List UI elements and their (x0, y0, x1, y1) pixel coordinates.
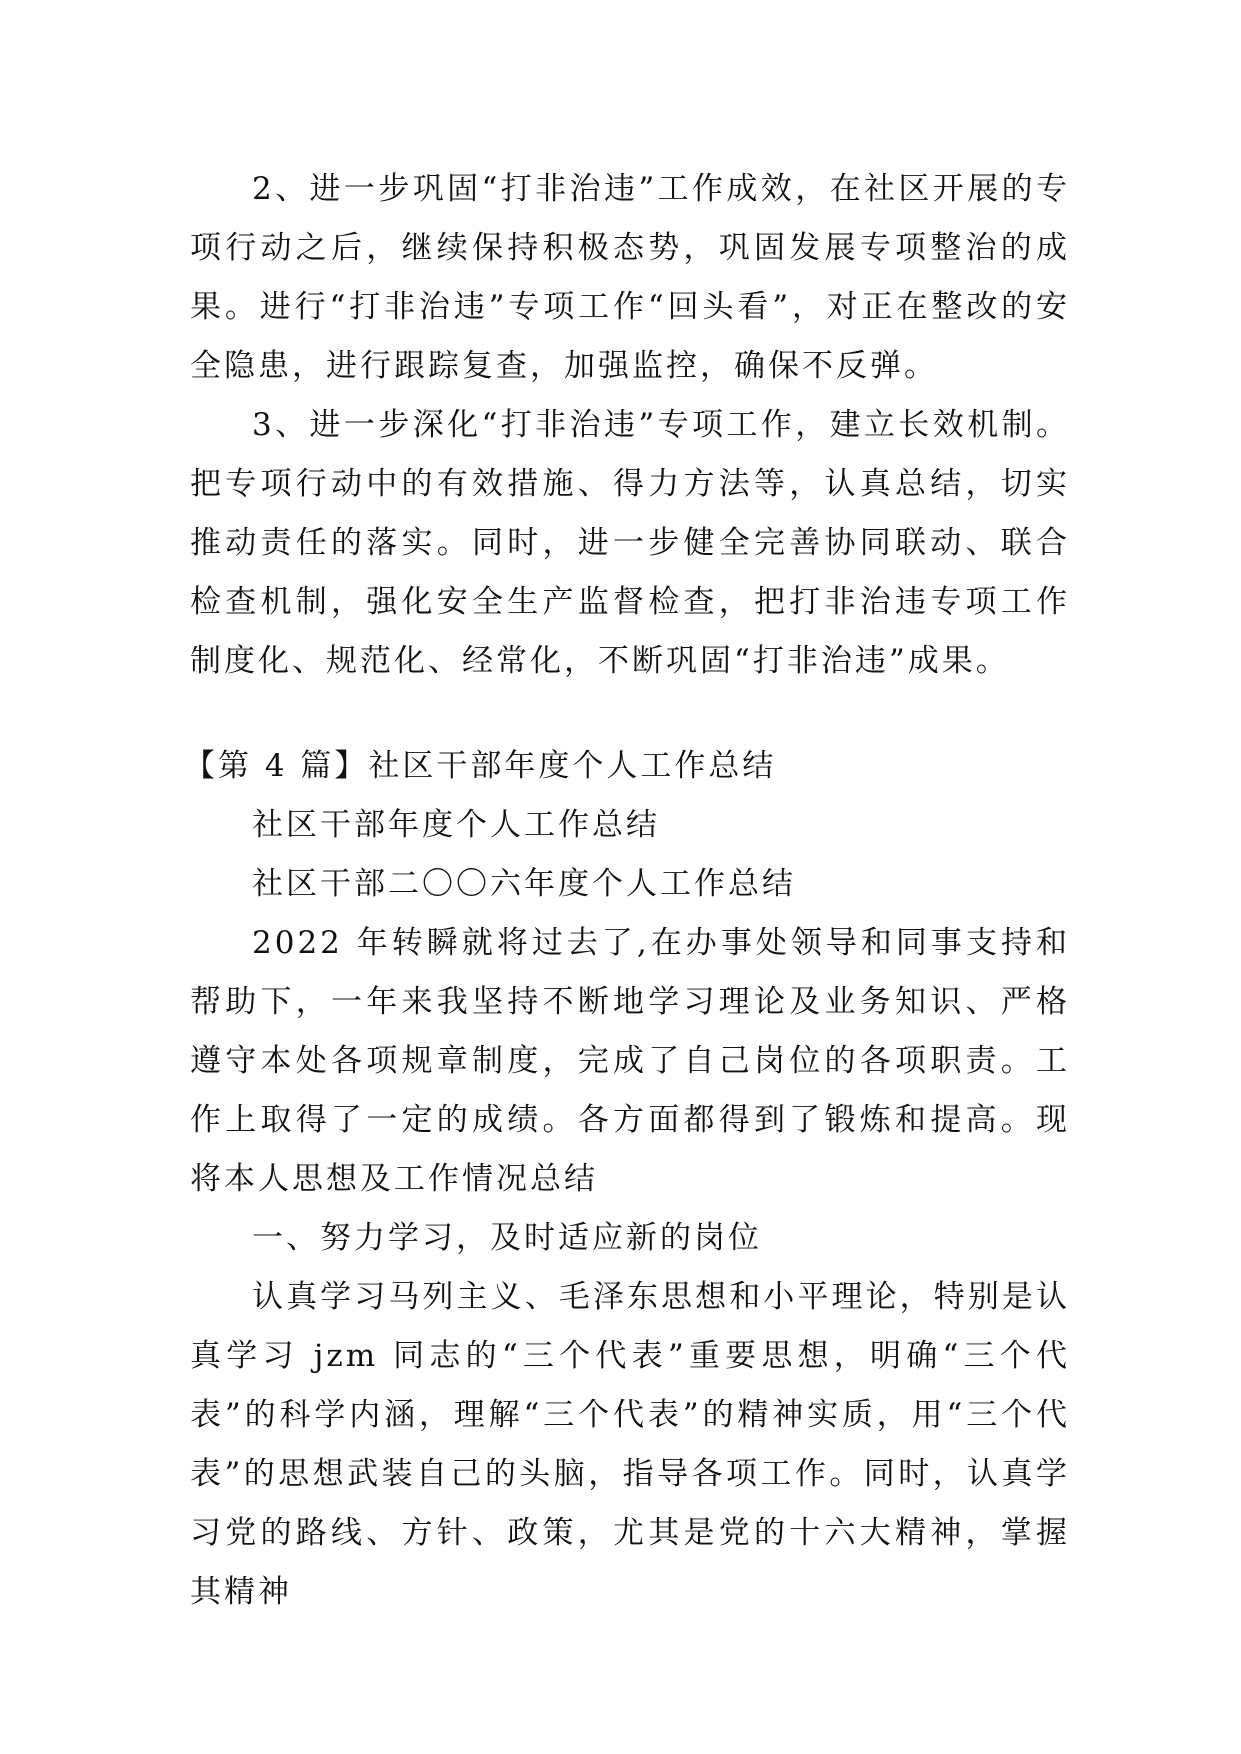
article-title: 社区干部年度个人工作总结 (252, 807, 660, 843)
body-paragraph: 2022 年转瞬就将过去了,在办事处领导和同事支持和帮助下，一年来我坚持不断地学习理论及业务知识、严格遵守本处各项规章制度，完成了自己岗位的各项职责。工作上取得了一定的成绩。各方面都得到了锻炼和提高。现将本人思想及工作情况总结 (190, 925, 1070, 1197)
document-body (184, 160, 1070, 1622)
body-paragraph: 2、进一步巩固“打非治违”工作成效，在社区开展的专项行动之后，继续保持积极态势，巩固发展专项整治的成果。进行“打非治违”专项工作“回头看”，对正在整改的安全隐患，进行跟踪复查，加强监控，确保不反弹。 (190, 171, 1070, 384)
body-paragraph: 3、进一步深化“打非治违”专项工作，建立长效机制。把专项行动中的有效措施、得力方法等，认真总结，切实推动责任的落实。同时，进一步健全完善协同联动、联合检查机制，强化安全生产监督检查，把打非治违专项工作制度化、规范化、经常化，不断巩固“打非治违”成果。 (190, 407, 1070, 679)
section-heading: 一、努力学习，及时适应新的岗位 (252, 1220, 762, 1256)
body-paragraph: 认真学习马列主义、毛泽东思想和小平理论，特别是认真学习 jzm 同志的“三个代表”重要思想，明确“三个代表”的科学内涵，理解“三个代表”的精神实质，用“三个代表”的思想武装自己的头脑，指导各项工作。同时，认真学习党的路线、方针、政策，尤其是党的十六大精神，掌握其精神 (190, 1279, 1070, 1610)
article-heading: 【第 4 篇】社区干部年度个人工作总结 (184, 748, 777, 784)
article-subtitle: 社区干部二〇〇六年度个人工作总结 (252, 866, 796, 902)
